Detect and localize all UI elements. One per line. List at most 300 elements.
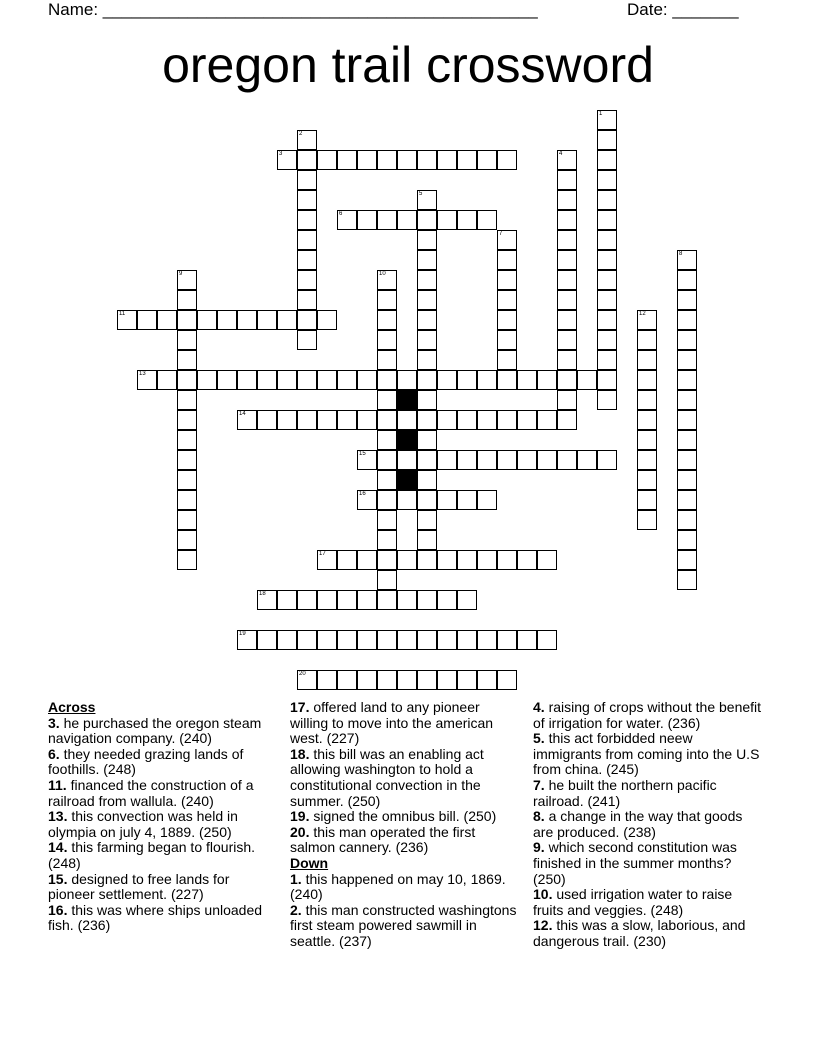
- letter-cell[interactable]: [357, 150, 377, 170]
- letter-cell[interactable]: [417, 230, 437, 250]
- letter-cell[interactable]: [397, 630, 417, 650]
- letter-cell[interactable]: [457, 370, 477, 390]
- letter-cell[interactable]: [377, 150, 397, 170]
- clue-number: 10.: [533, 886, 553, 903]
- letter-cell[interactable]: [637, 330, 657, 350]
- letter-cell[interactable]: [257, 310, 277, 330]
- letter-cell[interactable]: [577, 450, 597, 470]
- letter-cell[interactable]: [397, 410, 417, 430]
- letter-cell[interactable]: [437, 410, 457, 430]
- letter-cell[interactable]: [677, 410, 697, 430]
- letter-cell[interactable]: [677, 530, 697, 550]
- clue-number-label: 6: [339, 211, 343, 217]
- letter-cell[interactable]: [677, 550, 697, 570]
- clue-text: he purchased the oregon steam navigation company. (240): [48, 714, 262, 747]
- clue-text: offered land to any pioneer willing to move into the american west. (227): [290, 699, 494, 747]
- clue-number-label: 15: [359, 451, 366, 457]
- clue-item: [48, 903, 276, 934]
- clue-item: [48, 747, 276, 778]
- letter-cell[interactable]: [377, 470, 397, 490]
- letter-cell[interactable]: [397, 670, 417, 690]
- letter-cell[interactable]: [477, 550, 497, 570]
- letter-cell[interactable]: [497, 410, 517, 430]
- letter-cell[interactable]: [677, 470, 697, 490]
- letter-cell[interactable]: [317, 410, 337, 430]
- clue-item: [533, 840, 763, 887]
- letter-cell[interactable]: [417, 190, 437, 210]
- letter-cell[interactable]: [557, 330, 577, 350]
- letter-cell[interactable]: [377, 550, 397, 570]
- clue-text: this convection was held in olympia on july 4, 1889. (250): [48, 808, 238, 840]
- letter-cell[interactable]: [417, 310, 437, 330]
- letter-cell[interactable]: [437, 550, 457, 570]
- letter-cell[interactable]: [637, 510, 657, 530]
- letter-cell[interactable]: [297, 130, 317, 150]
- letter-cell[interactable]: [377, 530, 397, 550]
- clue-text: this man operated the first salmon cannery. (236): [290, 823, 476, 856]
- letter-cell[interactable]: [497, 550, 517, 570]
- letter-cell[interactable]: [677, 390, 697, 410]
- letter-cell[interactable]: [637, 470, 657, 490]
- letter-cell[interactable]: [497, 310, 517, 330]
- letter-cell[interactable]: [377, 630, 397, 650]
- letter-cell[interactable]: [557, 170, 577, 190]
- clue-number: 12.: [533, 917, 553, 934]
- letter-cell[interactable]: [597, 290, 617, 310]
- letter-cell[interactable]: [597, 210, 617, 230]
- letter-cell[interactable]: [377, 330, 397, 350]
- letter-cell[interactable]: [417, 330, 437, 350]
- letter-cell[interactable]: [637, 350, 657, 370]
- clue-item: [48, 716, 276, 747]
- clue-number: 3.: [48, 714, 60, 731]
- letter-cell[interactable]: [197, 310, 217, 330]
- letter-cell[interactable]: [437, 630, 457, 650]
- clue-text: which second constitution was finished in the summer months? (250): [533, 839, 737, 887]
- letter-cell[interactable]: [377, 210, 397, 230]
- letter-cell[interactable]: [217, 310, 237, 330]
- letter-cell[interactable]: [397, 450, 417, 470]
- letter-cell[interactable]: [477, 490, 497, 510]
- letter-cell[interactable]: [417, 290, 437, 310]
- letter-cell[interactable]: [497, 270, 517, 290]
- letter-cell[interactable]: [417, 150, 437, 170]
- letter-cell[interactable]: [457, 630, 477, 650]
- letter-cell[interactable]: [297, 410, 317, 430]
- letter-cell[interactable]: [357, 550, 377, 570]
- letter-cell[interactable]: [377, 410, 397, 430]
- clue-text: they needed grazing lands of foothills. (248): [48, 745, 244, 778]
- letter-cell[interactable]: [277, 370, 297, 390]
- letter-cell[interactable]: [417, 630, 437, 650]
- letter-cell[interactable]: [497, 670, 517, 690]
- letter-cell[interactable]: [277, 310, 297, 330]
- letter-cell[interactable]: [597, 250, 617, 270]
- letter-cell[interactable]: [597, 450, 617, 470]
- letter-cell[interactable]: [317, 150, 337, 170]
- letter-cell[interactable]: [177, 470, 197, 490]
- letter-cell[interactable]: [417, 350, 437, 370]
- letter-cell[interactable]: [337, 410, 357, 430]
- down-heading: Down: [290, 854, 329, 871]
- letter-cell[interactable]: [497, 330, 517, 350]
- letter-cell[interactable]: [297, 370, 317, 390]
- letter-cell[interactable]: [377, 490, 397, 510]
- letter-cell[interactable]: [177, 290, 197, 310]
- clue-item: [48, 778, 276, 809]
- letter-cell[interactable]: [677, 450, 697, 470]
- letter-cell[interactable]: [357, 410, 377, 430]
- letter-cell[interactable]: [417, 670, 437, 690]
- letter-cell[interactable]: [677, 510, 697, 530]
- clue-item: [290, 747, 520, 809]
- letter-cell[interactable]: [217, 370, 237, 390]
- clue-number-label: 18: [259, 591, 266, 597]
- letter-cell[interactable]: [297, 670, 317, 690]
- letter-cell[interactable]: [457, 410, 477, 430]
- letter-cell[interactable]: [497, 230, 517, 250]
- letter-cell[interactable]: [257, 410, 277, 430]
- letter-cell[interactable]: [417, 510, 437, 530]
- letter-cell[interactable]: [297, 230, 317, 250]
- clue-item: [533, 700, 763, 731]
- letter-cell[interactable]: [597, 130, 617, 150]
- letter-cell[interactable]: [437, 150, 457, 170]
- clue-column-across: [48, 700, 276, 934]
- clue-number-label: 9: [179, 271, 183, 277]
- letter-cell[interactable]: [517, 370, 537, 390]
- letter-cell[interactable]: [437, 490, 457, 510]
- letter-cell[interactable]: [677, 250, 697, 270]
- letter-cell[interactable]: [597, 190, 617, 210]
- letter-cell[interactable]: [437, 590, 457, 610]
- letter-cell[interactable]: [677, 370, 697, 390]
- letter-cell[interactable]: [257, 370, 277, 390]
- across-heading: Across: [48, 699, 96, 715]
- letter-cell[interactable]: [557, 410, 577, 430]
- letter-cell[interactable]: [457, 450, 477, 470]
- letter-cell[interactable]: [457, 210, 477, 230]
- letter-cell[interactable]: [297, 290, 317, 310]
- letter-cell[interactable]: [597, 270, 617, 290]
- letter-cell[interactable]: [177, 370, 197, 390]
- letter-cell[interactable]: [317, 310, 337, 330]
- letter-cell[interactable]: [557, 350, 577, 370]
- letter-cell[interactable]: [437, 670, 457, 690]
- letter-cell[interactable]: [677, 490, 697, 510]
- letter-cell[interactable]: [677, 430, 697, 450]
- clue-number-label: 10: [379, 271, 386, 277]
- letter-cell[interactable]: [557, 210, 577, 230]
- letter-cell[interactable]: [337, 590, 357, 610]
- letter-cell[interactable]: [357, 370, 377, 390]
- letter-cell[interactable]: [637, 430, 657, 450]
- letter-cell[interactable]: [277, 590, 297, 610]
- letter-cell[interactable]: [557, 370, 577, 390]
- letter-cell[interactable]: [297, 330, 317, 350]
- clue-item: [48, 840, 276, 871]
- letter-cell[interactable]: [297, 310, 317, 330]
- letter-cell[interactable]: [597, 150, 617, 170]
- letter-cell[interactable]: [637, 410, 657, 430]
- letter-cell[interactable]: [477, 210, 497, 230]
- letter-cell[interactable]: [557, 230, 577, 250]
- clue-number-label: 4: [559, 151, 563, 157]
- letter-cell[interactable]: [357, 210, 377, 230]
- letter-cell[interactable]: [537, 630, 557, 650]
- letter-cell[interactable]: [537, 550, 557, 570]
- letter-cell[interactable]: [377, 590, 397, 610]
- letter-cell[interactable]: [237, 410, 257, 430]
- clue-column-down: [533, 700, 763, 950]
- letter-cell[interactable]: [317, 370, 337, 390]
- letter-cell[interactable]: [417, 210, 437, 230]
- letter-cell[interactable]: [337, 370, 357, 390]
- letter-cell[interactable]: [457, 490, 477, 510]
- letter-cell[interactable]: [377, 310, 397, 330]
- letter-cell[interactable]: [637, 450, 657, 470]
- letter-cell[interactable]: [357, 630, 377, 650]
- letter-cell[interactable]: [177, 330, 197, 350]
- letter-cell[interactable]: [417, 410, 437, 430]
- letter-cell[interactable]: [417, 370, 437, 390]
- clue-number: 9.: [533, 839, 545, 856]
- letter-cell[interactable]: [317, 630, 337, 650]
- letter-cell[interactable]: [197, 370, 217, 390]
- letter-cell[interactable]: [477, 630, 497, 650]
- name-field-label: Name: ______________________________________________: [48, 0, 538, 19]
- letter-cell[interactable]: [537, 410, 557, 430]
- letter-cell[interactable]: [257, 590, 277, 610]
- letter-cell[interactable]: [557, 150, 577, 170]
- clue-number: 5.: [533, 730, 545, 747]
- letter-cell[interactable]: [597, 170, 617, 190]
- letter-cell[interactable]: [557, 290, 577, 310]
- letter-cell[interactable]: [377, 670, 397, 690]
- letter-cell[interactable]: [397, 370, 417, 390]
- letter-cell[interactable]: [357, 450, 377, 470]
- clue-number: 15.: [48, 870, 68, 887]
- letter-cell[interactable]: [557, 310, 577, 330]
- letter-cell[interactable]: [237, 630, 257, 650]
- letter-cell[interactable]: [557, 250, 577, 270]
- letter-cell[interactable]: [377, 270, 397, 290]
- letter-cell[interactable]: [497, 450, 517, 470]
- letter-cell[interactable]: [157, 310, 177, 330]
- clue-number: 17.: [290, 699, 310, 715]
- clue-text: this bill was an enabling act allowing washington to hold a constitutional convection in the summer. (250): [290, 745, 484, 809]
- letter-cell[interactable]: [417, 490, 437, 510]
- clue-text: this was where ships unloaded fish. (236): [48, 901, 263, 934]
- letter-cell[interactable]: [597, 110, 617, 130]
- letter-cell[interactable]: [557, 450, 577, 470]
- letter-cell[interactable]: [397, 550, 417, 570]
- letter-cell[interactable]: [177, 270, 197, 290]
- letter-cell[interactable]: [677, 270, 697, 290]
- letter-cell[interactable]: [597, 350, 617, 370]
- letter-cell[interactable]: [397, 490, 417, 510]
- letter-cell[interactable]: [297, 210, 317, 230]
- letter-cell[interactable]: [377, 370, 397, 390]
- letter-cell[interactable]: [297, 270, 317, 290]
- letter-cell[interactable]: [397, 590, 417, 610]
- letter-cell[interactable]: [397, 210, 417, 230]
- letter-cell[interactable]: [417, 550, 437, 570]
- letter-cell[interactable]: [117, 310, 137, 330]
- letter-cell[interactable]: [477, 410, 497, 430]
- letter-cell[interactable]: [157, 370, 177, 390]
- letter-cell[interactable]: [377, 510, 397, 530]
- clue-number: 19.: [290, 808, 310, 825]
- letter-cell[interactable]: [377, 390, 397, 410]
- letter-cell[interactable]: [377, 350, 397, 370]
- letter-cell[interactable]: [177, 430, 197, 450]
- letter-cell[interactable]: [337, 210, 357, 230]
- letter-cell[interactable]: [497, 150, 517, 170]
- clue-text: used irrigation water to raise fruits and veggies. (248): [533, 886, 733, 918]
- letter-cell[interactable]: [177, 390, 197, 410]
- letter-cell[interactable]: [597, 230, 617, 250]
- letter-cell[interactable]: [477, 370, 497, 390]
- letter-cell[interactable]: [337, 630, 357, 650]
- clue-number-label: 5: [419, 191, 423, 197]
- letter-cell[interactable]: [297, 590, 317, 610]
- letter-cell[interactable]: [457, 590, 477, 610]
- letter-cell[interactable]: [637, 310, 657, 330]
- letter-cell[interactable]: [277, 150, 297, 170]
- letter-cell[interactable]: [537, 370, 557, 390]
- letter-cell[interactable]: [677, 330, 697, 350]
- clue-number-label: 17: [319, 551, 326, 557]
- letter-cell[interactable]: [597, 310, 617, 330]
- letter-cell[interactable]: [477, 450, 497, 470]
- clue-text: he built the northern pacific railroad. (241): [533, 776, 717, 809]
- letter-cell[interactable]: [417, 270, 437, 290]
- clue-text: this act forbidded neew immigrants from coming into the U.S from china. (245): [533, 730, 760, 778]
- letter-cell[interactable]: [357, 490, 377, 510]
- letter-cell[interactable]: [417, 390, 437, 410]
- letter-cell[interactable]: [597, 370, 617, 390]
- clue-number: 16.: [48, 901, 68, 918]
- letter-cell[interactable]: [517, 630, 537, 650]
- clue-item: [48, 872, 276, 903]
- letter-cell[interactable]: [297, 190, 317, 210]
- letter-cell[interactable]: [497, 290, 517, 310]
- letter-cell[interactable]: [417, 450, 437, 470]
- letter-cell[interactable]: [677, 570, 697, 590]
- letter-cell[interactable]: [577, 370, 597, 390]
- letter-cell[interactable]: [297, 170, 317, 190]
- letter-cell[interactable]: [277, 410, 297, 430]
- letter-cell[interactable]: [457, 150, 477, 170]
- clue-text: signed the omnibus bill. (250): [309, 808, 497, 825]
- letter-cell[interactable]: [357, 670, 377, 690]
- letter-cell[interactable]: [397, 150, 417, 170]
- letter-cell[interactable]: [177, 530, 197, 550]
- clue-number-label: 19: [239, 631, 246, 637]
- letter-cell[interactable]: [417, 530, 437, 550]
- letter-cell[interactable]: [477, 150, 497, 170]
- letter-cell[interactable]: [317, 550, 337, 570]
- letter-cell[interactable]: [237, 310, 257, 330]
- letter-cell[interactable]: [417, 430, 437, 450]
- letter-cell[interactable]: [417, 250, 437, 270]
- letter-cell[interactable]: [377, 450, 397, 470]
- clue-text: this man constructed washingtons first steam powered sawmill in seattle. (237): [290, 901, 517, 949]
- letter-cell[interactable]: [557, 270, 577, 290]
- letter-cell[interactable]: [637, 390, 657, 410]
- letter-cell[interactable]: [337, 150, 357, 170]
- letter-cell[interactable]: [637, 490, 657, 510]
- clue-number: 6.: [48, 745, 60, 762]
- letter-cell[interactable]: [677, 310, 697, 330]
- black-square: [397, 470, 417, 490]
- letter-cell[interactable]: [177, 410, 197, 430]
- letter-cell[interactable]: [337, 670, 357, 690]
- letter-cell[interactable]: [517, 550, 537, 570]
- clue-number-label: 7: [499, 231, 503, 237]
- letter-cell[interactable]: [237, 370, 257, 390]
- letter-cell[interactable]: [137, 310, 157, 330]
- letter-cell[interactable]: [457, 550, 477, 570]
- letter-cell[interactable]: [297, 150, 317, 170]
- letter-cell[interactable]: [177, 550, 197, 570]
- letter-cell[interactable]: [177, 310, 197, 330]
- letter-cell[interactable]: [317, 670, 337, 690]
- clue-number-label: 12: [639, 311, 646, 317]
- letter-cell[interactable]: [477, 670, 497, 690]
- letter-cell[interactable]: [357, 590, 377, 610]
- letter-cell[interactable]: [377, 290, 397, 310]
- letter-cell[interactable]: [557, 390, 577, 410]
- letter-cell[interactable]: [497, 630, 517, 650]
- letter-cell[interactable]: [337, 550, 357, 570]
- letter-cell[interactable]: [257, 630, 277, 650]
- letter-cell[interactable]: [517, 410, 537, 430]
- letter-cell[interactable]: [177, 510, 197, 530]
- letter-cell[interactable]: [537, 450, 557, 470]
- letter-cell[interactable]: [437, 450, 457, 470]
- clue-number-label: 1: [599, 111, 603, 117]
- letter-cell[interactable]: [677, 350, 697, 370]
- letter-cell[interactable]: [177, 450, 197, 470]
- letter-cell[interactable]: [177, 350, 197, 370]
- letter-cell[interactable]: [377, 570, 397, 590]
- letter-cell[interactable]: [437, 370, 457, 390]
- letter-cell[interactable]: [457, 670, 477, 690]
- letter-cell[interactable]: [417, 590, 437, 610]
- letter-cell[interactable]: [497, 350, 517, 370]
- letter-cell[interactable]: [177, 490, 197, 510]
- letter-cell[interactable]: [417, 470, 437, 490]
- letter-cell[interactable]: [497, 250, 517, 270]
- letter-cell[interactable]: [317, 590, 337, 610]
- letter-cell[interactable]: [297, 250, 317, 270]
- letter-cell[interactable]: [557, 190, 577, 210]
- clue-number-label: 8: [679, 251, 683, 257]
- letter-cell[interactable]: [137, 370, 157, 390]
- letter-cell[interactable]: [277, 630, 297, 650]
- letter-cell[interactable]: [497, 370, 517, 390]
- letter-cell[interactable]: [437, 210, 457, 230]
- letter-cell[interactable]: [597, 330, 617, 350]
- letter-cell[interactable]: [637, 370, 657, 390]
- letter-cell[interactable]: [377, 430, 397, 450]
- letter-cell[interactable]: [677, 290, 697, 310]
- letter-cell[interactable]: [297, 630, 317, 650]
- letter-cell[interactable]: [597, 390, 617, 410]
- letter-cell[interactable]: [517, 450, 537, 470]
